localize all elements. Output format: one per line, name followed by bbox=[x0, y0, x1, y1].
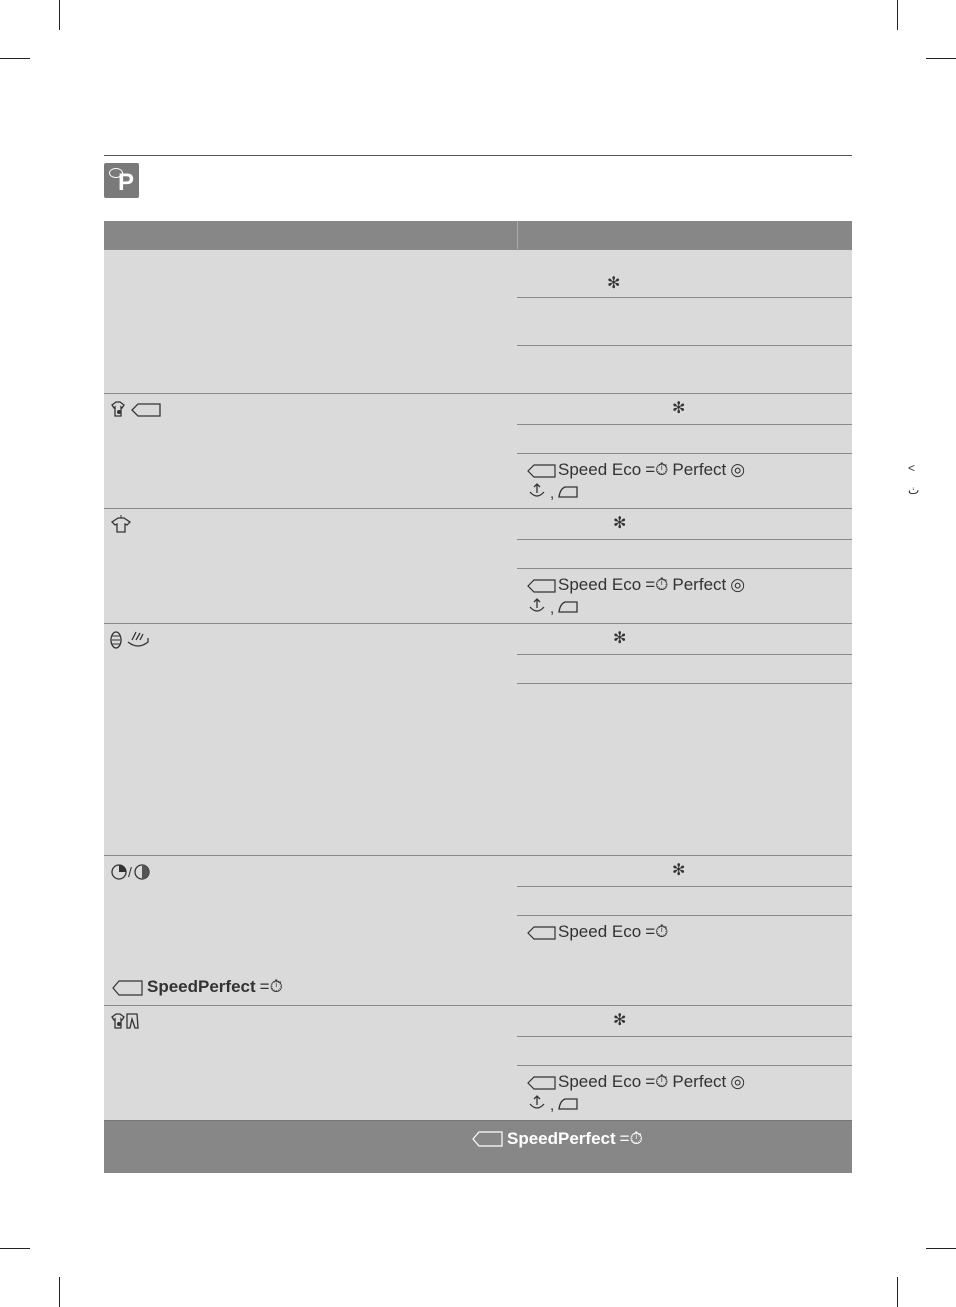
crop-mark bbox=[897, 1277, 898, 1307]
row-divider bbox=[517, 1065, 852, 1066]
speedperfect-tag-icon bbox=[527, 464, 554, 476]
speed-eco-label: Speed Eco bbox=[558, 575, 642, 594]
option-icons: , bbox=[527, 597, 579, 619]
speedperfect-tag-icon bbox=[472, 1131, 503, 1147]
timer-dark-icon bbox=[110, 862, 154, 887]
snowflake-icon: ✻ bbox=[607, 275, 621, 292]
row-divider bbox=[517, 654, 852, 655]
program-icon-cell bbox=[110, 400, 162, 423]
crop-mark bbox=[59, 0, 60, 30]
options-cell bbox=[517, 250, 852, 393]
row-divider bbox=[517, 568, 852, 569]
shirt-mix-prog-icon bbox=[110, 400, 162, 423]
iron-icon bbox=[557, 598, 579, 618]
perfect-label: Perfect bbox=[672, 1072, 727, 1091]
crop-mark bbox=[0, 58, 30, 59]
rinse-icon bbox=[527, 482, 547, 504]
timer-icon: =⏱ bbox=[259, 977, 283, 996]
timer-icon: =⏱ bbox=[645, 1072, 669, 1091]
table-row bbox=[104, 623, 852, 855]
snowflake-icon: ✻ bbox=[613, 630, 627, 647]
program-icon-cell bbox=[110, 515, 132, 538]
section-rule bbox=[104, 155, 852, 156]
shirts-jeans-icon bbox=[110, 1012, 140, 1035]
crop-mark bbox=[59, 1277, 60, 1307]
speed-eco-label: Speed Eco bbox=[558, 460, 642, 479]
side-glyph: < bbox=[908, 461, 916, 475]
table-row bbox=[104, 1005, 852, 1120]
header-divider bbox=[517, 221, 518, 249]
speedperfect-tag-icon bbox=[527, 579, 554, 591]
table-row bbox=[104, 508, 852, 623]
rinse-icon bbox=[527, 597, 547, 619]
row-divider bbox=[517, 915, 852, 916]
speedperfect-note bbox=[472, 1129, 643, 1149]
option-icons: , bbox=[527, 482, 579, 504]
option-line bbox=[527, 460, 745, 480]
options-cell bbox=[517, 624, 852, 855]
crop-mark bbox=[926, 58, 956, 59]
timer-icon: =⏱ bbox=[645, 575, 669, 594]
speed-eco-label: Speed Eco bbox=[558, 1072, 642, 1091]
drum-icon: ◎ bbox=[730, 1072, 746, 1091]
program-badge bbox=[104, 163, 139, 198]
easycare-shirt-icon bbox=[110, 515, 132, 538]
row-divider bbox=[517, 345, 852, 346]
table-row bbox=[104, 393, 852, 508]
side-glyph: ٺ bbox=[908, 483, 920, 497]
option-icons: , bbox=[527, 1094, 579, 1116]
timer-icon: =⏱ bbox=[645, 922, 669, 941]
option-line bbox=[527, 575, 745, 595]
option-line bbox=[527, 922, 668, 942]
speedperfect-label: SpeedPerfect bbox=[147, 977, 256, 996]
iron-icon bbox=[557, 483, 579, 503]
row-divider bbox=[517, 297, 852, 298]
badge-letter: P bbox=[118, 169, 135, 196]
program-table bbox=[104, 221, 852, 1173]
speedperfect-label: SpeedPerfect bbox=[507, 1129, 616, 1148]
svg-text:/: / bbox=[128, 864, 132, 880]
row-divider bbox=[517, 886, 852, 887]
options-cell bbox=[517, 1006, 852, 1120]
options-cell bbox=[517, 394, 852, 508]
speedperfect-tag-icon bbox=[527, 926, 554, 938]
table-header bbox=[104, 221, 852, 249]
option-line bbox=[527, 1072, 745, 1092]
table-row bbox=[104, 249, 852, 393]
speedperfect-tag-icon bbox=[112, 980, 143, 994]
crop-mark bbox=[926, 1248, 956, 1249]
iron-icon bbox=[557, 1095, 579, 1115]
table-row bbox=[104, 855, 852, 1005]
perfect-label: Perfect bbox=[672, 575, 727, 594]
wool-handwash-icon bbox=[110, 630, 154, 655]
row-divider bbox=[517, 539, 852, 540]
row-divider bbox=[517, 453, 852, 454]
snowflake-icon: ✻ bbox=[613, 1012, 627, 1029]
snowflake-icon: ✻ bbox=[613, 515, 627, 532]
options-cell bbox=[517, 509, 852, 623]
drum-icon: ◎ bbox=[730, 460, 746, 479]
drum-icon: ◎ bbox=[730, 575, 746, 594]
snowflake-icon: ✻ bbox=[672, 862, 686, 879]
snowflake-icon: ✻ bbox=[672, 400, 686, 417]
program-icon-cell bbox=[110, 862, 154, 887]
speedperfect-note bbox=[112, 977, 283, 997]
crop-mark bbox=[0, 1248, 30, 1249]
row-divider bbox=[517, 683, 852, 684]
program-icon-cell bbox=[110, 630, 154, 655]
speedperfect-tag-icon bbox=[527, 1076, 554, 1088]
row-divider bbox=[517, 1036, 852, 1037]
row-divider bbox=[517, 424, 852, 425]
timer-icon: =⏱ bbox=[619, 1129, 643, 1148]
speed-eco-label: Speed Eco bbox=[558, 922, 642, 941]
rinse-icon bbox=[527, 1094, 547, 1116]
perfect-label: Perfect bbox=[672, 460, 727, 479]
program-icon-cell bbox=[110, 1012, 140, 1035]
timer-icon: =⏱ bbox=[645, 460, 669, 479]
options-cell bbox=[517, 856, 852, 1005]
table-footer bbox=[104, 1120, 852, 1173]
crop-mark bbox=[897, 0, 898, 30]
